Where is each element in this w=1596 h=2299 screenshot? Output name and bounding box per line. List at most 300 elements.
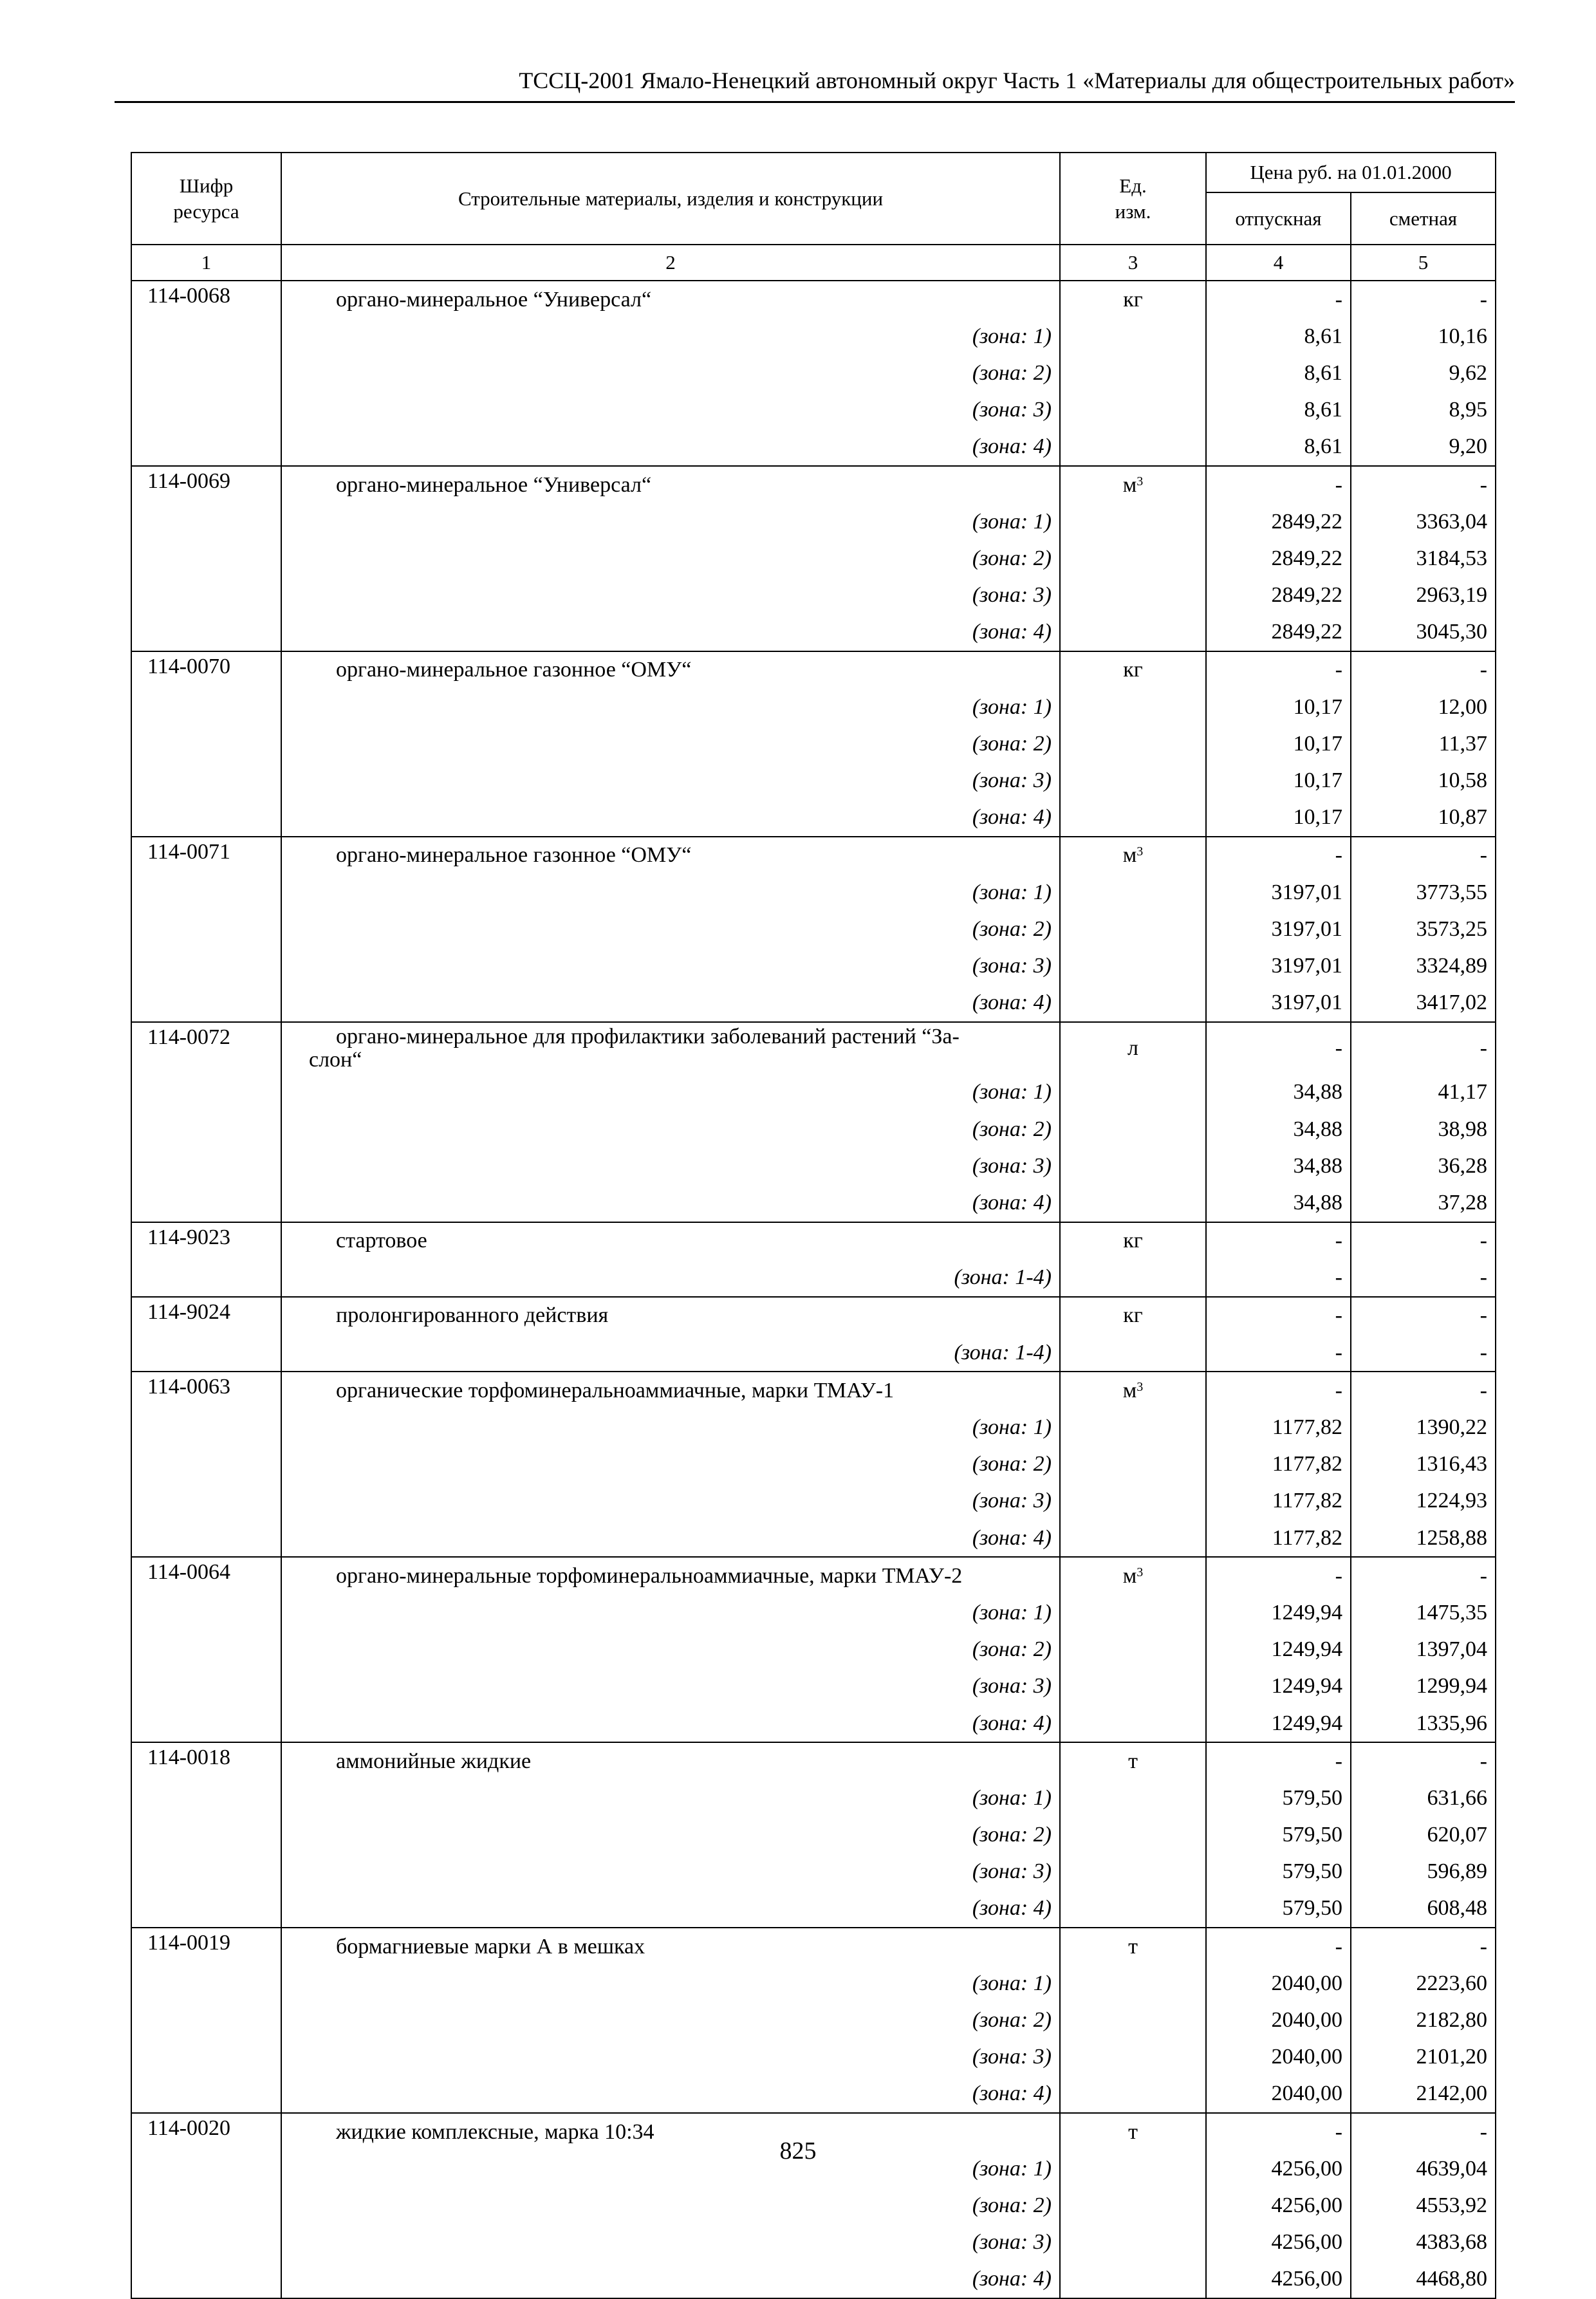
resource-code-empty [131, 355, 281, 391]
unit-empty [1060, 689, 1206, 725]
estimate-price: - [1351, 1372, 1496, 1409]
resource-code-empty [131, 1260, 281, 1297]
zone-row [131, 1965, 1496, 2002]
release-price: 579,50 [1206, 1854, 1351, 1890]
zone-row [131, 1184, 1496, 1222]
zone-row [131, 577, 1496, 614]
zone-row [131, 2002, 1496, 2038]
col-header-code-label: Шифр ресурса [173, 174, 239, 223]
estimate-price: 1390,22 [1351, 1409, 1496, 1446]
estimate-price: - [1351, 2113, 1496, 2150]
release-price: 1249,94 [1206, 1632, 1351, 1668]
estimate-price: 1335,96 [1351, 1705, 1496, 1742]
estimate-price: 2182,80 [1351, 2002, 1496, 2038]
table-header [131, 153, 1496, 281]
release-price: 4256,00 [1206, 2150, 1351, 2187]
resource-code-empty [131, 2002, 281, 2038]
resource-code-empty [131, 874, 281, 911]
unit-empty [1060, 725, 1206, 762]
resource-code: 114-9023 [131, 1222, 281, 1260]
zone-label: (зона: 1-4) [281, 1334, 1060, 1372]
zone-row [131, 1148, 1496, 1184]
col-number-5: 5 [1351, 245, 1496, 281]
zone-row [131, 1409, 1496, 1446]
release-price: 8,61 [1206, 355, 1351, 391]
col-number-4: 4 [1206, 245, 1351, 281]
resource-code-empty [131, 1148, 281, 1184]
zone-label: (зона: 3) [281, 577, 1060, 614]
resource-code-empty [131, 1074, 281, 1111]
estimate-price: - [1351, 1928, 1496, 1965]
estimate-price: 1258,88 [1351, 1520, 1496, 1557]
header-rule [115, 101, 1515, 103]
zone-label: (зона: 2) [281, 1632, 1060, 1668]
estimate-price: 8,95 [1351, 392, 1496, 429]
release-price: - [1206, 1742, 1351, 1780]
material-name: пролонгированного действия [281, 1297, 1060, 1334]
unit-empty [1060, 762, 1206, 799]
running-header: ТССЦ-2001 Ямало-Ненецкий автономный округ Часть 1 «Материалы для общестроительных работ» [519, 68, 1515, 93]
resource-code-empty [131, 2224, 281, 2261]
release-price: 2849,22 [1206, 503, 1351, 540]
unit-empty [1060, 874, 1206, 911]
resource-code-empty [131, 1409, 281, 1446]
release-price: 579,50 [1206, 1780, 1351, 1816]
release-price: - [1206, 1928, 1351, 1965]
unit-empty [1060, 1632, 1206, 1668]
resource-code-empty [131, 1780, 281, 1816]
estimate-price: 2142,00 [1351, 2076, 1496, 2113]
zone-row [131, 1260, 1496, 1297]
release-price: 1177,82 [1206, 1520, 1351, 1557]
release-price: - [1206, 1297, 1351, 1334]
release-price: 3197,01 [1206, 874, 1351, 911]
material-name: жидкие комплексные, марка 10:34 [281, 2113, 1060, 2150]
estimate-price: 1475,35 [1351, 1594, 1496, 1631]
estimate-price: 36,28 [1351, 1148, 1496, 1184]
estimate-price: - [1351, 837, 1496, 874]
resource-code-empty [131, 1668, 281, 1705]
zone-row [131, 911, 1496, 947]
table-body [131, 281, 1496, 2298]
zone-label: (зона: 1) [281, 1074, 1060, 1111]
unit-empty [1060, 799, 1206, 837]
unit-label: м [1122, 472, 1137, 497]
estimate-price: 3324,89 [1351, 947, 1496, 984]
resource-code-empty [131, 429, 281, 466]
release-price: 10,17 [1206, 725, 1351, 762]
material-name: органо-минеральное газонное “ОМУ“ [281, 651, 1060, 689]
estimate-price: - [1351, 1022, 1496, 1074]
material-name: органо-минеральное “Универсал“ [281, 466, 1060, 503]
item-row [131, 1928, 1496, 1965]
zone-label: (зона: 4) [281, 1184, 1060, 1222]
zone-label: (зона: 2) [281, 1446, 1060, 1483]
resource-code-empty [131, 614, 281, 651]
estimate-price: - [1351, 1742, 1496, 1780]
resource-code: 114-0068 [131, 281, 281, 318]
item-row [131, 1297, 1496, 1334]
unit-empty [1060, 429, 1206, 466]
zone-label: (зона: 2) [281, 540, 1060, 577]
zone-label: (зона: 3) [281, 1854, 1060, 1890]
estimate-price: 596,89 [1351, 1854, 1496, 1890]
zone-label: (зона: 3) [281, 1668, 1060, 1705]
release-price: 2849,22 [1206, 614, 1351, 651]
resource-code: 114-0063 [131, 1372, 281, 1409]
zone-row [131, 1483, 1496, 1520]
resource-code-empty [131, 1632, 281, 1668]
item-row [131, 651, 1496, 689]
zone-row [131, 2187, 1496, 2224]
estimate-price: 10,58 [1351, 762, 1496, 799]
unit-empty [1060, 1074, 1206, 1111]
release-price: 4256,00 [1206, 2261, 1351, 2298]
estimate-price: 2963,19 [1351, 577, 1496, 614]
estimate-price: - [1351, 1222, 1496, 1260]
estimate-price: - [1351, 1557, 1496, 1594]
unit-empty [1060, 1817, 1206, 1854]
unit-empty [1060, 1668, 1206, 1705]
estimate-price: 3573,25 [1351, 911, 1496, 947]
item-row [131, 1557, 1496, 1594]
unit-of-measure [1060, 651, 1206, 689]
estimate-price: 4639,04 [1351, 2150, 1496, 2187]
material-name: органо-минеральные торфоминеральноаммиачные, марки ТМАУ-2 [281, 1557, 1060, 1594]
col-number-1: 1 [131, 245, 281, 281]
col-header-name: Строительные материалы, изделия и конструкции [281, 153, 1060, 245]
item-row [131, 837, 1496, 874]
resource-code-empty [131, 725, 281, 762]
unit-label: м [1122, 1378, 1137, 1402]
material-name: бормагниевые марки А в мешках [281, 1928, 1060, 1965]
zone-label: (зона: 4) [281, 1705, 1060, 1742]
material-name [281, 1022, 1060, 1074]
resource-code-empty [131, 1965, 281, 2002]
unit-of-measure [1060, 1928, 1206, 1965]
material-name: аммонийные жидкие [281, 1742, 1060, 1780]
unit-empty [1060, 355, 1206, 391]
zone-label: (зона: 1) [281, 874, 1060, 911]
release-price: - [1206, 281, 1351, 318]
col-header-price-group: Цена руб. на 01.01.2000 [1206, 153, 1496, 192]
unit-empty [1060, 1148, 1206, 1184]
zone-label: (зона: 4) [281, 2261, 1060, 2298]
zone-label: (зона: 4) [281, 799, 1060, 837]
item-row [131, 1022, 1496, 1074]
unit-empty [1060, 2002, 1206, 2038]
zone-label: (зона: 4) [281, 1890, 1060, 1928]
estimate-price: - [1351, 1260, 1496, 1297]
zone-row [131, 2261, 1496, 2298]
release-price: 1249,94 [1206, 1705, 1351, 1742]
release-price: 10,17 [1206, 762, 1351, 799]
zone-row [131, 540, 1496, 577]
release-price: 10,17 [1206, 689, 1351, 725]
zone-label: (зона: 4) [281, 985, 1060, 1022]
zone-row [131, 1111, 1496, 1148]
resource-code-empty [131, 947, 281, 984]
resource-code: 114-0070 [131, 651, 281, 689]
zone-label: (зона: 1) [281, 1780, 1060, 1816]
release-price: - [1206, 651, 1351, 689]
estimate-price: 38,98 [1351, 1111, 1496, 1148]
unit-label: кг [1123, 287, 1143, 312]
zone-label: (зона: 3) [281, 947, 1060, 984]
price-table [131, 152, 1496, 2299]
zone-label: (зона: 1) [281, 1594, 1060, 1631]
resource-code-empty [131, 985, 281, 1022]
estimate-price: 41,17 [1351, 1074, 1496, 1111]
unit-empty [1060, 540, 1206, 577]
estimate-price: 3773,55 [1351, 874, 1496, 911]
unit-empty [1060, 2224, 1206, 2261]
estimate-price: 9,62 [1351, 355, 1496, 391]
unit-label: л [1127, 1036, 1138, 1060]
unit-empty [1060, 1965, 1206, 2002]
release-price: 579,50 [1206, 1817, 1351, 1854]
release-price: - [1206, 837, 1351, 874]
estimate-price: 1316,43 [1351, 1446, 1496, 1483]
unit-empty [1060, 1705, 1206, 1742]
zone-row [131, 1074, 1496, 1111]
unit-label: кг [1123, 1303, 1143, 1328]
unit-empty [1060, 1594, 1206, 1631]
unit-of-measure [1060, 1297, 1206, 1334]
resource-code-empty [131, 1184, 281, 1222]
release-price: 2040,00 [1206, 2002, 1351, 2038]
release-price: 2040,00 [1206, 2076, 1351, 2113]
resource-code-empty [131, 1483, 281, 1520]
zone-label: (зона: 3) [281, 392, 1060, 429]
zone-label: (зона: 4) [281, 429, 1060, 466]
resource-code: 114-0064 [131, 1557, 281, 1594]
release-price: 579,50 [1206, 1890, 1351, 1928]
col-header-estimate: сметная [1351, 192, 1496, 245]
resource-code: 114-0071 [131, 837, 281, 874]
page-number: 825 [779, 2137, 817, 2164]
release-price: 8,61 [1206, 392, 1351, 429]
resource-code: 114-0020 [131, 2113, 281, 2150]
release-price: - [1206, 2113, 1351, 2150]
estimate-price: 3417,02 [1351, 985, 1496, 1022]
zone-row [131, 689, 1496, 725]
estimate-price: 4468,80 [1351, 2261, 1496, 2298]
release-price: - [1206, 1334, 1351, 1372]
resource-code-empty [131, 911, 281, 947]
resource-code-empty [131, 1594, 281, 1631]
release-price: 1177,82 [1206, 1446, 1351, 1483]
release-price: 3197,01 [1206, 911, 1351, 947]
release-price: 1177,82 [1206, 1483, 1351, 1520]
unit-empty [1060, 392, 1206, 429]
zone-label: (зона: 2) [281, 1817, 1060, 1854]
unit-of-measure [1060, 1022, 1206, 1074]
release-price: - [1206, 1022, 1351, 1074]
unit-empty [1060, 1483, 1206, 1520]
unit-empty [1060, 577, 1206, 614]
release-price: 34,88 [1206, 1111, 1351, 1148]
zone-row [131, 725, 1496, 762]
unit-empty [1060, 1111, 1206, 1148]
zone-row [131, 355, 1496, 391]
zone-row [131, 874, 1496, 911]
release-price: - [1206, 1372, 1351, 1409]
unit-label: м [1122, 1563, 1137, 1588]
unit-of-measure [1060, 1742, 1206, 1780]
resource-code-empty [131, 577, 281, 614]
estimate-price: 608,48 [1351, 1890, 1496, 1928]
resource-code-empty [131, 2039, 281, 2076]
zone-label: (зона: 1) [281, 503, 1060, 540]
unit-empty [1060, 503, 1206, 540]
zone-label: (зона: 3) [281, 2039, 1060, 2076]
estimate-price: - [1351, 466, 1496, 503]
release-price: 2849,22 [1206, 540, 1351, 577]
release-price: 2040,00 [1206, 2039, 1351, 2076]
zone-row [131, 429, 1496, 466]
release-price: 34,88 [1206, 1184, 1351, 1222]
resource-code-empty [131, 318, 281, 355]
resource-code: 114-9024 [131, 1297, 281, 1334]
col-header-unit-label: Ед. изм. [1115, 174, 1151, 223]
zone-row [131, 799, 1496, 837]
zone-label: (зона: 3) [281, 2224, 1060, 2261]
estimate-price: 4383,68 [1351, 2224, 1496, 2261]
release-price: 2040,00 [1206, 1965, 1351, 2002]
col-header-release: отпускная [1206, 192, 1351, 245]
unit-label: м [1122, 843, 1137, 868]
zone-label: (зона: 3) [281, 1483, 1060, 1520]
zone-label: (зона: 2) [281, 911, 1060, 947]
estimate-price: 1224,93 [1351, 1483, 1496, 1520]
resource-code: 114-0018 [131, 1742, 281, 1780]
unit-empty [1060, 2261, 1206, 2298]
release-price: 8,61 [1206, 429, 1351, 466]
zone-row [131, 1632, 1496, 1668]
resource-code: 114-0069 [131, 466, 281, 503]
estimate-price: 3363,04 [1351, 503, 1496, 540]
col-header-code [131, 153, 281, 245]
estimate-price: - [1351, 651, 1496, 689]
release-price: 2849,22 [1206, 577, 1351, 614]
release-price: - [1206, 1260, 1351, 1297]
resource-code-empty [131, 392, 281, 429]
resource-code-empty [131, 1890, 281, 1928]
col-number-3: 3 [1060, 245, 1206, 281]
estimate-price: - [1351, 1297, 1496, 1334]
unit-label: т [1128, 1934, 1138, 1959]
zone-row [131, 1446, 1496, 1483]
estimate-price: 37,28 [1351, 1184, 1496, 1222]
zone-label: (зона: 2) [281, 2187, 1060, 2224]
unit-empty [1060, 318, 1206, 355]
zone-label: (зона: 1) [281, 2150, 1060, 2187]
release-price: 8,61 [1206, 318, 1351, 355]
zone-row [131, 985, 1496, 1022]
zone-label: (зона: 4) [281, 2076, 1060, 2113]
resource-code-empty [131, 1705, 281, 1742]
zone-row [131, 1668, 1496, 1705]
zone-label: (зона: 3) [281, 762, 1060, 799]
unit-empty [1060, 1184, 1206, 1222]
zone-row [131, 2224, 1496, 2261]
unit-empty [1060, 2076, 1206, 2113]
item-row [131, 1742, 1496, 1780]
unit-empty [1060, 2039, 1206, 2076]
zone-label: (зона: 1) [281, 318, 1060, 355]
resource-code-empty [131, 762, 281, 799]
release-price: - [1206, 1557, 1351, 1594]
resource-code-empty [131, 689, 281, 725]
resource-code-empty [131, 2187, 281, 2224]
material-name: органо-минеральное газонное “ОМУ“ [281, 837, 1060, 874]
zone-row [131, 318, 1496, 355]
release-price: 1249,94 [1206, 1594, 1351, 1631]
unit-empty [1060, 985, 1206, 1022]
zone-label: (зона: 2) [281, 1111, 1060, 1148]
zone-label: (зона: 2) [281, 2002, 1060, 2038]
unit-of-measure [1060, 281, 1206, 318]
estimate-price: 1397,04 [1351, 1632, 1496, 1668]
col-header-unit [1060, 153, 1206, 245]
resource-code-empty [131, 1111, 281, 1148]
release-price: 4256,00 [1206, 2224, 1351, 2261]
release-price: 34,88 [1206, 1148, 1351, 1184]
unit-empty [1060, 1780, 1206, 1816]
unit-label: кг [1123, 658, 1143, 682]
unit-empty [1060, 947, 1206, 984]
resource-code-empty [131, 2261, 281, 2298]
resource-code-empty [131, 1817, 281, 1854]
estimate-price: - [1351, 1334, 1496, 1372]
zone-label: (зона: 1) [281, 1409, 1060, 1446]
unit-empty [1060, 1260, 1206, 1297]
col-number-2: 2 [281, 245, 1060, 281]
resource-code-empty [131, 1854, 281, 1890]
unit-of-measure [1060, 1222, 1206, 1260]
zone-label: (зона: 3) [281, 1148, 1060, 1184]
estimate-price: 9,20 [1351, 429, 1496, 466]
item-row [131, 1372, 1496, 1409]
resource-code-empty [131, 503, 281, 540]
resource-code-empty [131, 1520, 281, 1557]
resource-code-empty [131, 1334, 281, 1372]
resource-code-empty [131, 2076, 281, 2113]
zone-row [131, 947, 1496, 984]
estimate-price: 10,16 [1351, 318, 1496, 355]
zone-row [131, 762, 1496, 799]
unit-empty [1060, 1446, 1206, 1483]
zone-row [131, 1890, 1496, 1928]
estimate-price: 631,66 [1351, 1780, 1496, 1816]
resource-code-empty [131, 799, 281, 837]
unit-empty [1060, 2187, 1206, 2224]
unit-of-measure [1060, 1557, 1206, 1594]
estimate-price: 1299,94 [1351, 1668, 1496, 1705]
unit-label: т [1128, 2119, 1138, 2144]
unit-empty [1060, 1854, 1206, 1890]
estimate-price: 620,07 [1351, 1817, 1496, 1854]
estimate-price: 2101,20 [1351, 2039, 1496, 2076]
estimate-price: 11,37 [1351, 725, 1496, 762]
resource-code: 114-0019 [131, 1928, 281, 1965]
unit-empty [1060, 1890, 1206, 1928]
resource-code: 114-0072 [131, 1022, 281, 1074]
zone-label: (зона: 4) [281, 614, 1060, 651]
zone-row [131, 1334, 1496, 1372]
release-price: 4256,00 [1206, 2187, 1351, 2224]
